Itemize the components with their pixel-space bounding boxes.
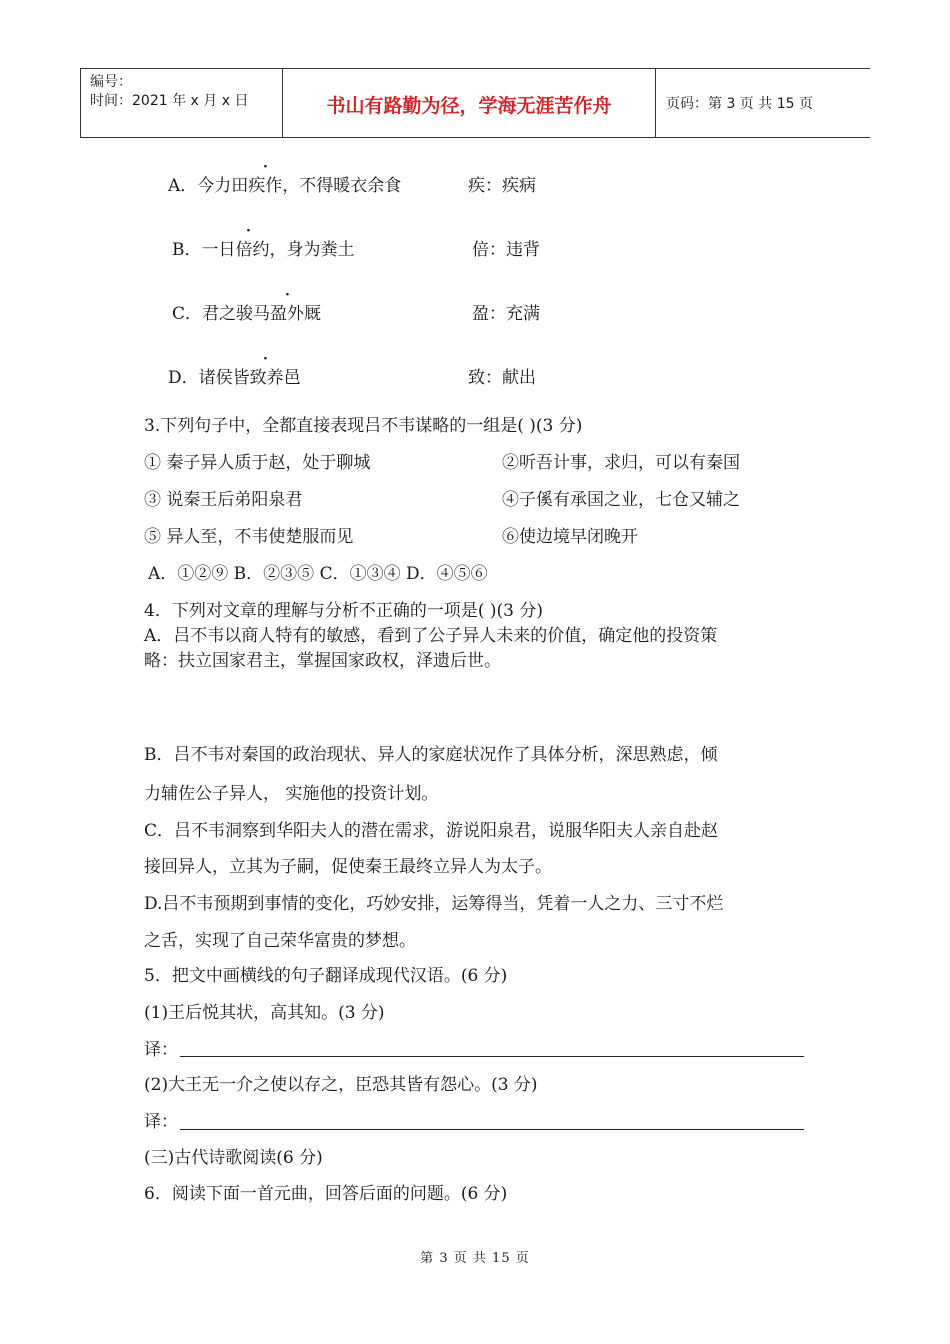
q3-item-3: ③ 说秦王后弟阳泉君 bbox=[144, 490, 303, 510]
page-footer: 第 3 页 共 15 页 bbox=[420, 1251, 530, 1266]
q3-choices: A．①②⑨ B．②③⑤ C．①③④ D．④⑤⑥ bbox=[148, 564, 488, 584]
q6-stem: 6．阅读下面一首元曲，回答后面的问题。(6 分) bbox=[144, 1184, 508, 1204]
section-3-heading: (三)古代诗歌阅读(6 分) bbox=[144, 1148, 323, 1168]
q3-stem: 3.下列句子中，全都直接表现吕不韦谋略的一组是( )(3 分) bbox=[144, 416, 583, 436]
q4-option-c-line2: 接回异人，立其为子嗣，促使秦王最终立异人为太子。 bbox=[144, 857, 552, 877]
q4-option-d-line2: 之舌，实现了自己荣华富贵的梦想。 bbox=[144, 931, 416, 951]
q4-option-c-line1: C．吕不韦洞察到华阳夫人的潜在需求，游说阳泉君，说服华阳夫人亲自赴赵 bbox=[144, 821, 719, 841]
q3-item-4: ④子傒有承国之业，七仓又辅之 bbox=[502, 490, 740, 510]
emphasis-dot: · bbox=[263, 159, 268, 175]
q2-option-b: B．一日倍约，身为粪土 bbox=[172, 240, 355, 260]
q2-gloss-d: 致：献出 bbox=[468, 368, 536, 388]
q5-sentence-2: (2)大王无一介之使以存之，臣恐其皆有怨心。(3 分) bbox=[144, 1075, 538, 1095]
q3-item-2: ②听吾计事，求归，可以有秦国 bbox=[502, 453, 740, 473]
q5-answer-label-1: 译： bbox=[144, 1040, 178, 1060]
header-motto: 书山有路勤为径，学海无涯苦作舟 bbox=[326, 95, 612, 117]
emphasis-dot: · bbox=[263, 351, 268, 367]
q2-gloss-a: 疾：疾病 bbox=[468, 176, 536, 196]
q4-option-a-line1: A．吕不韦以商人特有的敏感，看到了公子异人未来的价值，确定他的投资策 bbox=[144, 626, 718, 646]
header-meta bbox=[90, 73, 248, 111]
q4-option-d-line1: D.吕不韦预期到事情的变化，巧妙安排，运筹得当，凭着一人之力、三寸不烂 bbox=[144, 894, 724, 914]
serial-label: 编号： bbox=[90, 74, 132, 90]
q4-option-b-line1: B．吕不韦对秦国的政治现状、异人的家庭状况作了具体分析，深思熟虑，倾 bbox=[144, 745, 718, 765]
q5-answer-label-2: 译： bbox=[144, 1112, 178, 1132]
emphasis-dot: · bbox=[285, 287, 290, 303]
q3-item-5: ⑤ 异人至，不韦使楚服而见 bbox=[144, 527, 354, 547]
q2-option-c: C．君之骏马盈外厩 bbox=[172, 304, 322, 324]
answer-line-2[interactable] bbox=[180, 1129, 804, 1130]
header-divider-2 bbox=[655, 69, 656, 137]
q4-option-b-line2: 力辅佐公子异人， 实施他的投资计划。 bbox=[144, 784, 439, 804]
q5-stem: 5．把文中画横线的句子翻译成现代汉语。(6 分) bbox=[144, 966, 508, 986]
q4-option-a-line2: 略：扶立国家君主，掌握国家政权，泽遗后世。 bbox=[144, 651, 501, 671]
page-header bbox=[80, 68, 870, 138]
answer-line-1[interactable] bbox=[180, 1056, 804, 1057]
header-page-number: 页码：第 3 页 共 15 页 bbox=[666, 96, 813, 112]
q3-item-1: ① 秦子异人质于赵，处于聊城 bbox=[144, 453, 371, 473]
q3-item-6: ⑥使边境早闭晚开 bbox=[502, 527, 638, 547]
q2-gloss-b: 倍：违背 bbox=[472, 240, 540, 260]
q2-option-d: D．诸侯皆致养邑 bbox=[168, 368, 301, 388]
q5-sentence-1: (1)王后悦其状，高其知。(3 分) bbox=[144, 1003, 385, 1023]
header-border-left bbox=[80, 69, 81, 137]
q2-option-a: A．今力田疾作，不得暖衣余食 bbox=[168, 176, 402, 196]
q4-stem: 4．下列对文章的理解与分析不正确的一项是( )(3 分) bbox=[144, 601, 543, 621]
q2-gloss-c: 盈：充满 bbox=[472, 304, 540, 324]
emphasis-dot: · bbox=[246, 223, 251, 239]
time-label: 时间：2021 年 x 月 x 日 bbox=[90, 93, 249, 109]
